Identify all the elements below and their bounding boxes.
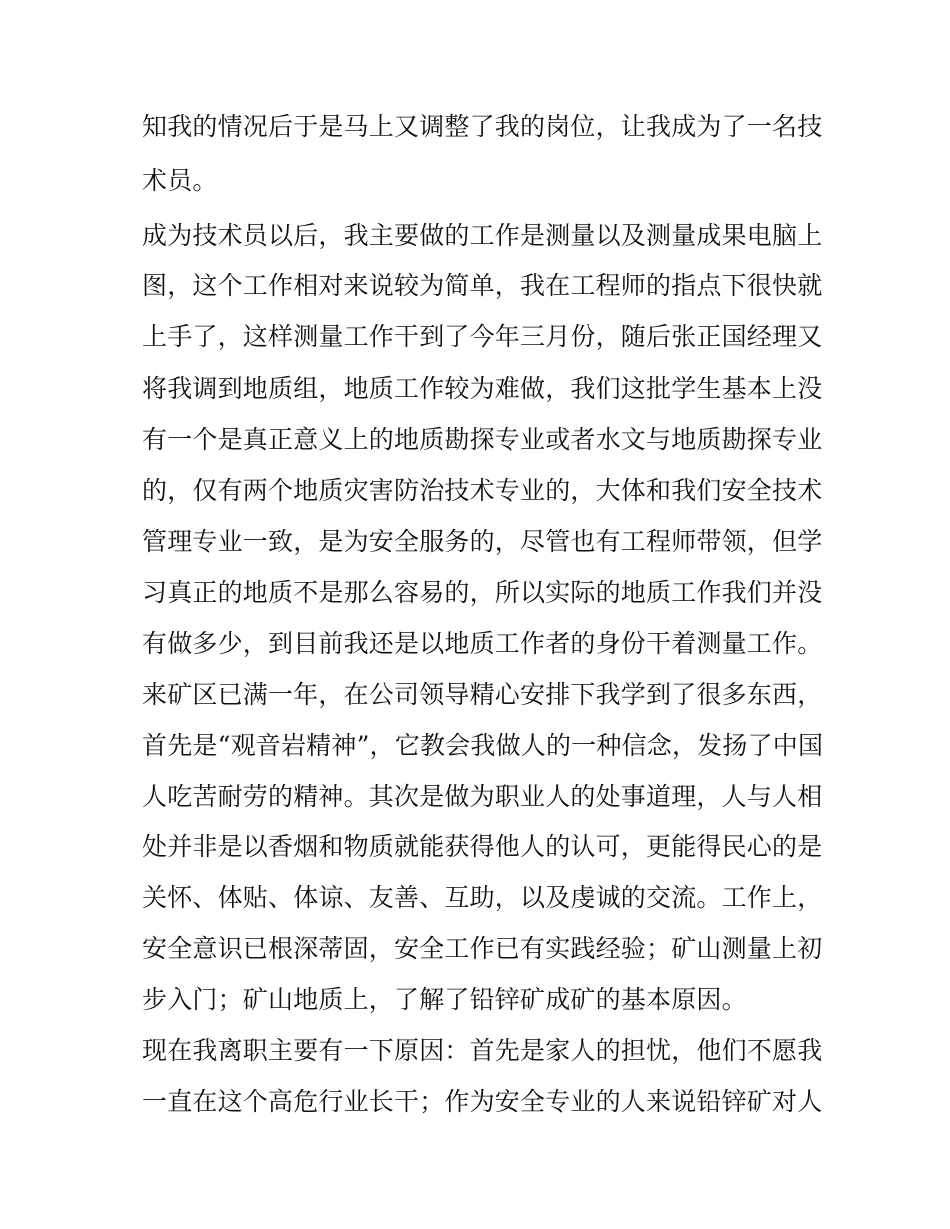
text-line: 知我的情况后于是马上又调整了我的岗位，让我成为了一名技 [142,112,823,141]
text-line: 上手了，这样测量工作干到了今年三月份，随后张正国经理又 [142,322,823,351]
text-line: 的，仅有两个地质灾害防治技术专业的，大体和我们安全技术 [142,476,823,505]
text-line: 安全意识已根深蒂固，安全工作已有实践经验；矿山测量上初 [142,934,823,963]
text-line: 术员。 [142,166,218,195]
text-line: 来矿区已满一年，在公司领导精心安排下我学到了很多东西， [142,680,823,709]
text-line: 有一个是真正意义上的地质勘探专业或者水文与地质勘探专业 [142,425,823,454]
text-line: 首先是“观音岩精神”，它教会我做人的一种信念，发扬了中国 [142,731,824,760]
text-line: 管理专业一致，是为安全服务的，尽管也有工程师带领，但学 [142,527,823,556]
text-line: 处并非是以香烟和物质就能获得他人的认可，更能得民心的是 [142,832,823,861]
text-line: 关怀、体贴、体谅、友善、互助，以及虔诚的交流。工作上， [142,883,823,912]
text-line: 将我调到地质组，地质工作较为难做，我们这批学生基本上没 [142,374,823,403]
text-line: 成为技术员以后，我主要做的工作是测量以及测量成果电脑上 [142,221,823,250]
text-line: 现在我离职主要有一下原因：首先是家人的担忧，他们不愿我 [142,1036,823,1065]
text-line: 步入门；矿山地质上，了解了铅锌矿成矿的基本原因。 [142,985,747,1014]
text-line: 习真正的地质不是那么容易的，所以实际的地质工作我们并没 [142,578,823,607]
text-line: 图，这个工作相对来说较为简单，我在工程师的指点下很快就 [142,271,823,300]
text-line: 一直在这个高危行业长干；作为安全专业的人来说铅锌矿对人 [142,1087,823,1116]
text-line: 有做多少，到目前我还是以地质工作者的身份干着测量工作。 [142,629,823,658]
text-line: 人吃苦耐劳的精神。其次是做为职业人的处事道理，人与人相 [142,782,823,811]
